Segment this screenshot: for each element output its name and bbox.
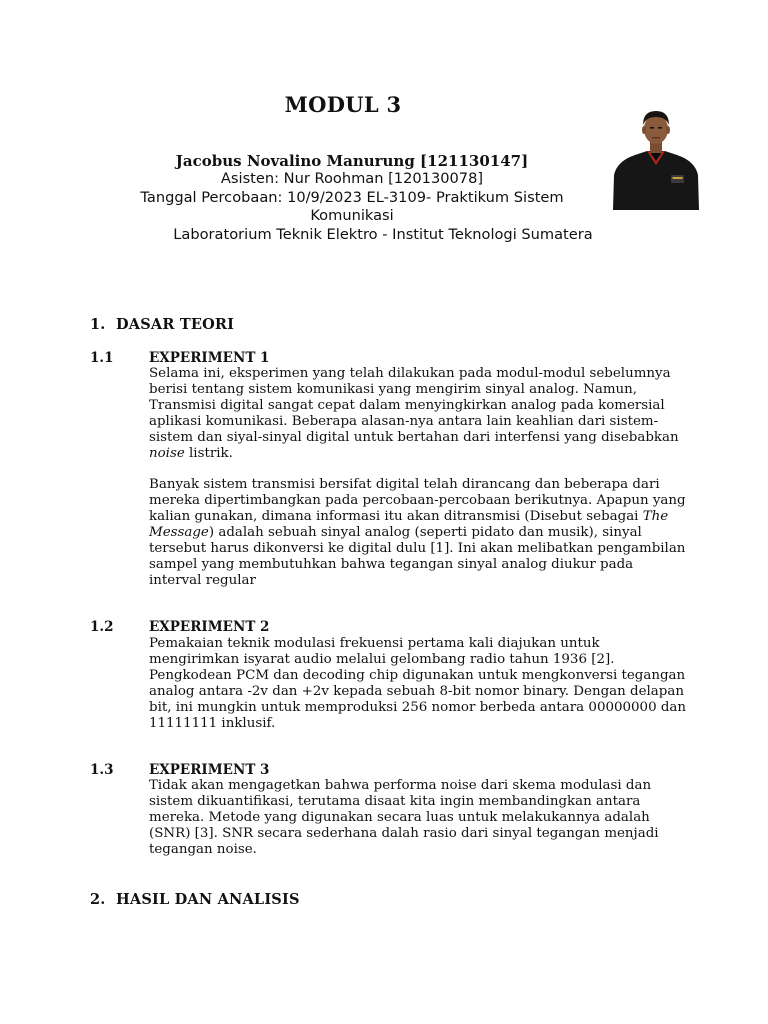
subsection-title: EXPERIMENT 2 xyxy=(149,619,270,635)
author-name: Jacobus Novalino Manurung [121130147] xyxy=(175,152,529,170)
paragraph xyxy=(149,366,689,461)
italic-term: The Message xyxy=(149,509,669,541)
author-block xyxy=(100,152,604,225)
section-number: 2. xyxy=(90,891,106,908)
section-heading-1 xyxy=(90,316,234,333)
italic-term: noise xyxy=(149,445,185,461)
section-title: HASIL DAN ANALISIS xyxy=(116,891,300,908)
paragraph: Tidak akan mengagetkan bahwa performa noise dari skema modulasi dan sistem dikuantifikasi, terutama disaat kita ingin membandingkan antara mereka. Metode yang digunakan secara luas untuk melakukannya adalah (SNR) [3]. SNR secara sederhana dalah rasio dari sinyal tegangan menjadi tegangan noise. xyxy=(149,778,659,857)
portrait-image xyxy=(613,97,699,210)
subsection-number: 1.2 xyxy=(90,619,114,635)
subsection-number: 1.3 xyxy=(90,762,114,778)
subsection-body xyxy=(149,636,689,731)
document-title: MODUL 3 xyxy=(284,92,402,117)
text-run: ) adalah sebuah sinyal analog (seperti pidato dan musik), sinyal tersebut harus dikonversi ke digital dulu [1]. Ini akan melibatkan pengambilan sampel yang membutuhkan bahwa tegangan sinyal analog diukur pada interval regular xyxy=(149,525,686,588)
date-line-continued: Komunikasi xyxy=(310,206,394,224)
subsection-title: EXPERIMENT 1 xyxy=(149,350,270,366)
text-run: Selama ini, eksperimen yang telah dilakukan pada modul-modul sebelumnya berisi tentang sistem komunikasi yang mengirim sinyal analog. Namun, Transmisi digital sangat cepat dalam menyingkirkan analog pada komersial aplikasi komunikasi. Beberapa alasan-nya antara lain keahlian dari sistem-sistem dan siyal-sinyal digital untuk bertahan dari interfensi yang disebabkan xyxy=(149,366,679,445)
lab-line: Laboratorium Teknik Elektro - Institut Teknologi Sumatera xyxy=(173,226,593,243)
paragraph xyxy=(149,477,689,588)
subsection-body xyxy=(149,366,689,589)
text-run: Banyak sistem transmisi bersifat digital telah dirancang dan beberapa dari mereka dipertimbangkan pada percobaan-percobaan berikutnya. Apapun yang kalian gunakan, dimana informasi itu akan ditransmisi (Disebut sebagai xyxy=(149,477,686,525)
subsection-title: EXPERIMENT 3 xyxy=(149,762,270,778)
section-heading-2 xyxy=(90,891,300,908)
author-photo xyxy=(613,97,699,210)
section-number: 1. xyxy=(90,316,106,333)
assistant-line: Asisten: Nur Roohman [120130078] xyxy=(220,170,484,188)
date-line: Tanggal Percobaan: 10/9/2023 EL-3109- Praktikum Sistem xyxy=(140,188,564,206)
text-run: listrik. xyxy=(184,445,233,461)
section-title: DASAR TEORI xyxy=(116,316,235,333)
paragraph: Pemakaian teknik modulasi frekuensi pertama kali diajukan untuk mengirimkan isyarat audio melalui gelombang radio tahun 1936 [2]. Pengkodean PCM dan decoding chip digunakan untuk mengkonversi tegangan analog antara -2v dan +2v kepada sebuah 8-bit nomor binary. Dengan delapan bit, ini mungkin untuk memproduksi 256 nomor berbeda antara 00000000 dan 11111111 inklusif. xyxy=(149,636,687,731)
subsection-body xyxy=(149,778,689,858)
subsection-number: 1.1 xyxy=(90,350,114,366)
